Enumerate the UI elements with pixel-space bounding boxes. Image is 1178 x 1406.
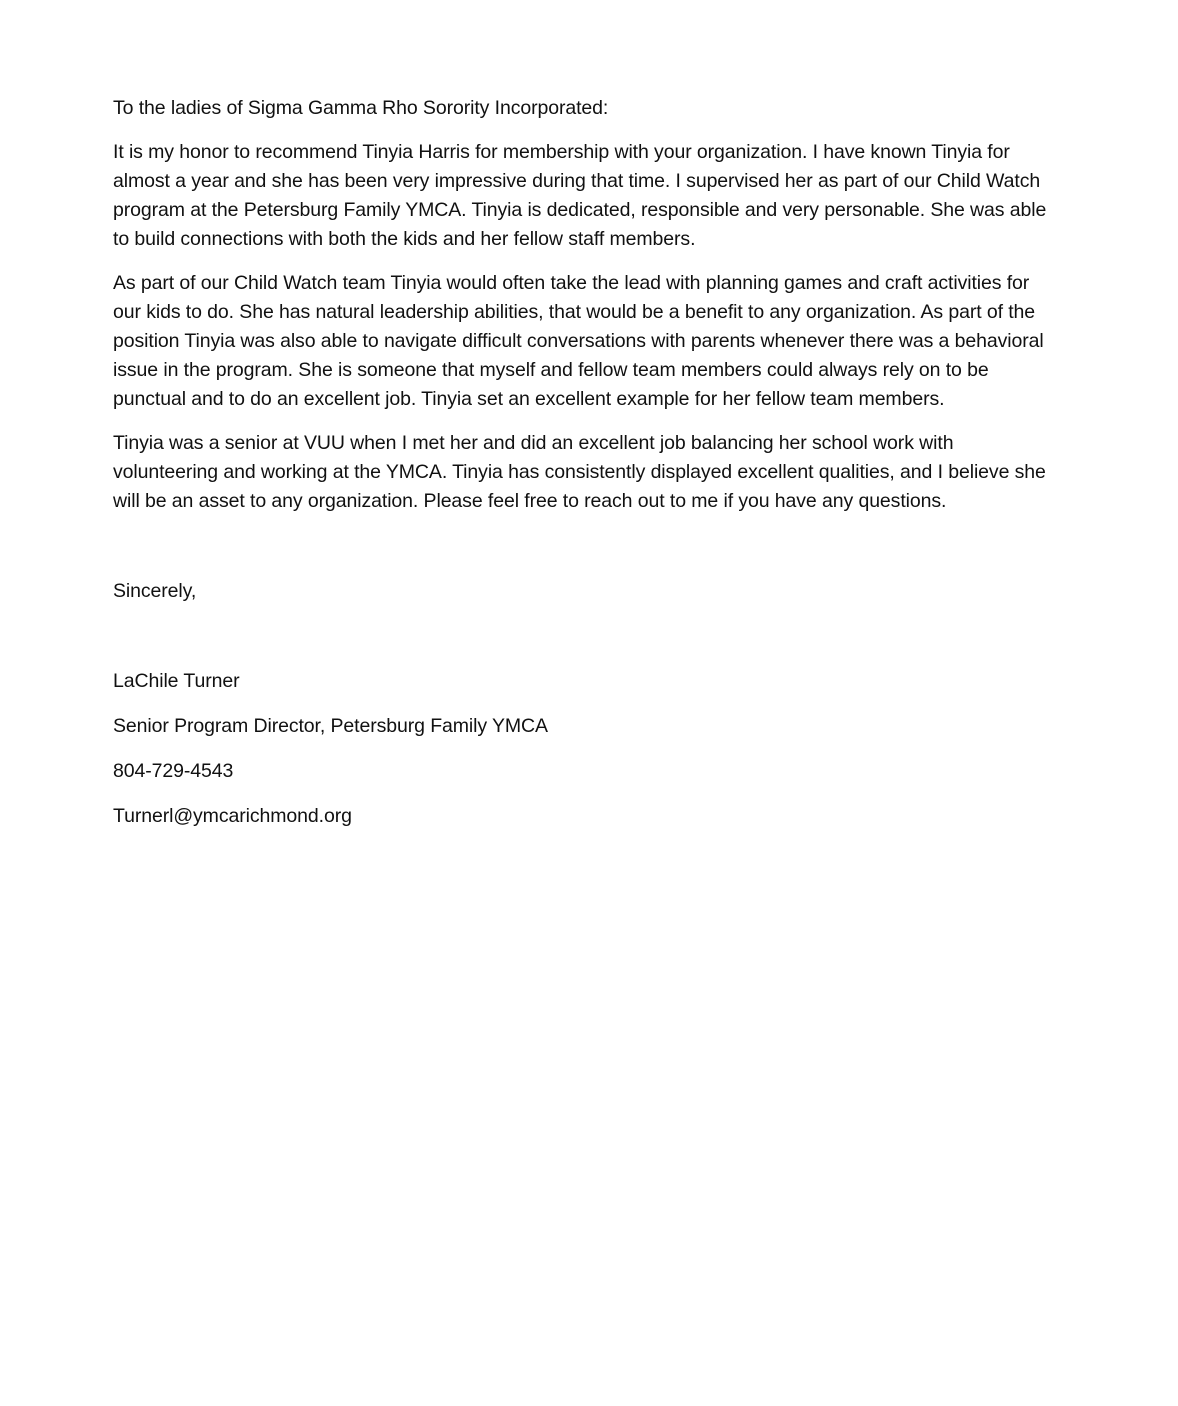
- signature-email: Turnerl@ymcarichmond.org: [113, 805, 352, 827]
- signature-name: LaChile Turner: [113, 670, 240, 692]
- signature-title: Senior Program Director, Petersburg Family YMCA: [113, 715, 548, 737]
- letter-paragraph-1: It is my honor to recommend Tinyia Harris for membership with your organization. I have known Tinyia for almost a year and she has been very impressive during that time. I supervised her as part of our Child Watch program at the Petersburg Family YMCA. Tinyia is dedicated, responsible and very personable. She was able to build connections with both the kids and her fellow staff members.: [113, 141, 1047, 250]
- letter-greeting: To the ladies of Sigma Gamma Rho Sorority Incorporated:: [113, 97, 609, 119]
- letter-paragraph-3: Tinyia was a senior at VUU when I met her and did an excellent job balancing her school work with volunteering and working at the YMCA. Tinyia has consistently displayed excellent qualities, and I believe she will be an asset to any organization. Please feel free to reach out to me if you have any questions.: [113, 432, 1046, 512]
- letter-closing: Sincerely,: [113, 580, 197, 602]
- letter-body: [113, 94, 1058, 847]
- letter-paragraph-2: As part of our Child Watch team Tinyia would often take the lead with planning games and craft activities for our kids to do. She has natural leadership abilities, that would be a benefit to any organization. As part of the position Tinyia was also able to navigate difficult conversations with parents whenever there was a behavioral issue in the program. She is someone that myself and fellow team members could always rely on to be punctual and to do an excellent job. Tinyia set an excellent example for her fellow team members.: [113, 272, 1044, 410]
- signature-phone: 804-729-4543: [113, 760, 234, 782]
